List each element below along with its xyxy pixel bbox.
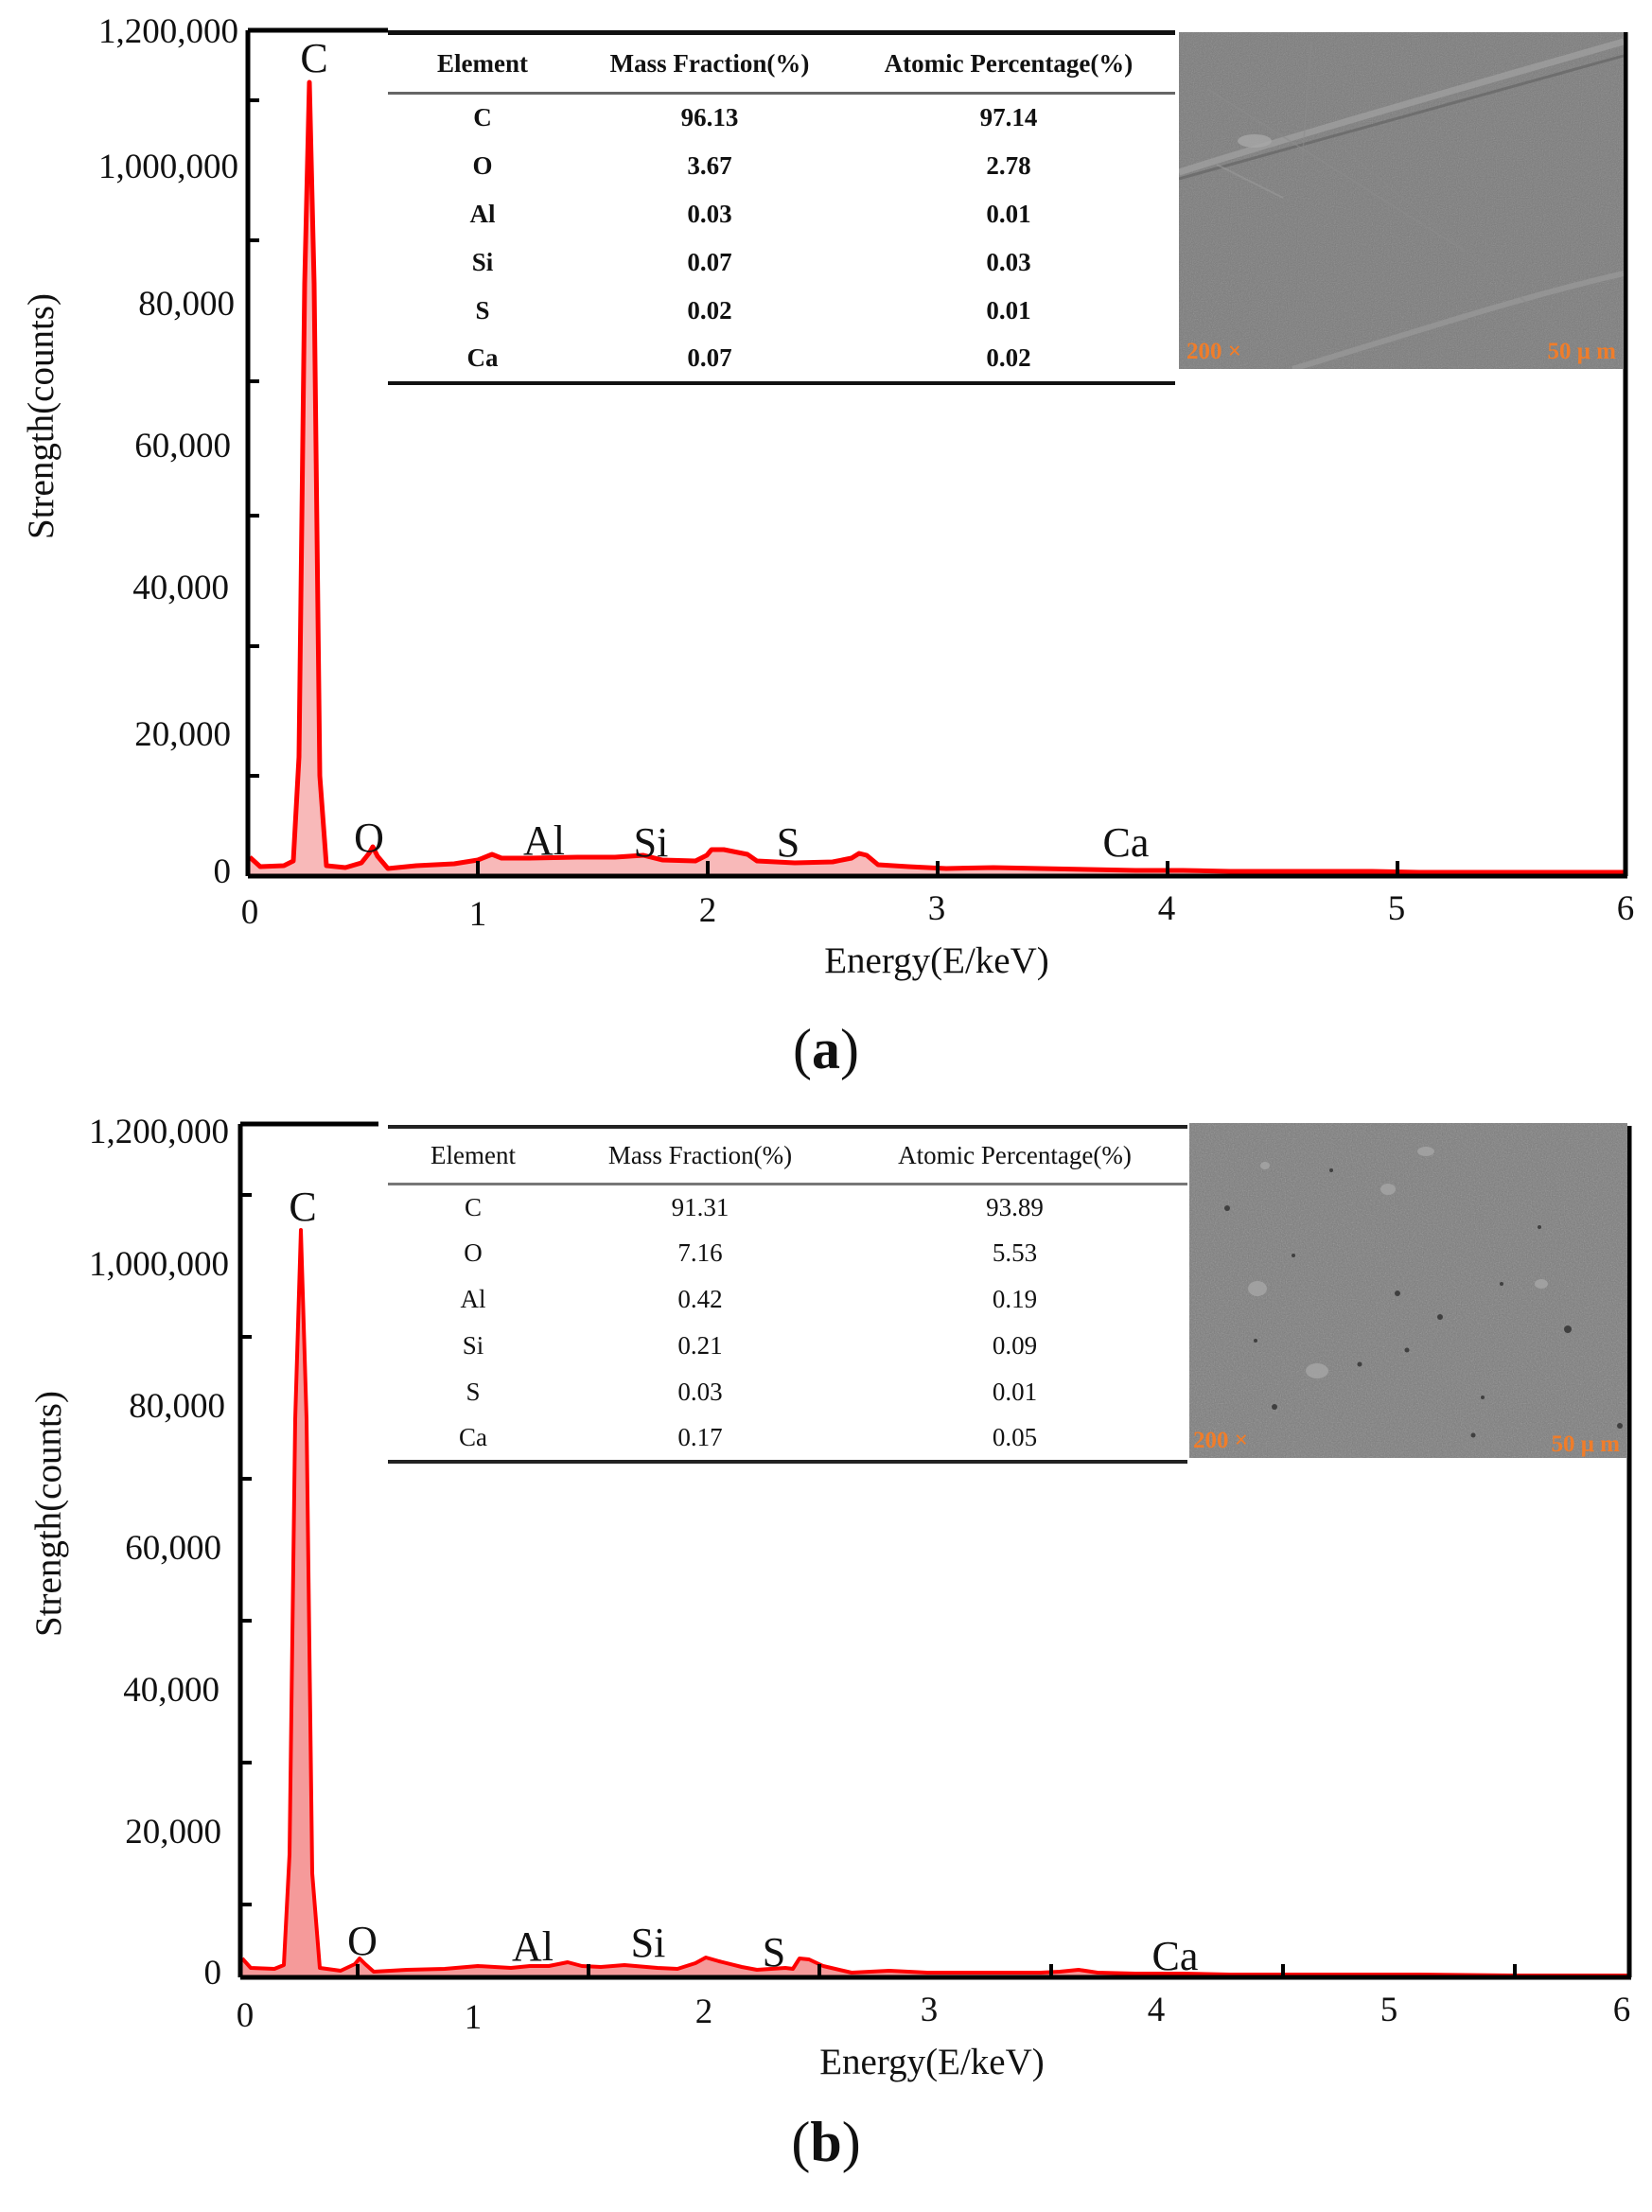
panel-b	[0, 1097, 1652, 2212]
x-label-2: 2	[694, 1993, 713, 2031]
cell-atomic: 0.09	[992, 1331, 1038, 1360]
cell-element: Al	[469, 199, 496, 228]
cell-mass: 0.21	[677, 1331, 723, 1360]
cell-mass: 0.07	[687, 342, 732, 372]
table-row	[388, 335, 1175, 383]
peak-label-al: Al	[512, 1923, 554, 1970]
composition-table-a	[388, 30, 1175, 385]
table-header-mass-fraction: Mass Fraction(%)	[609, 48, 810, 78]
cell-mass: 0.03	[677, 1378, 723, 1406]
sem-image-b	[1189, 1123, 1627, 1458]
peak-label-c: C	[300, 35, 328, 81]
y-axis-title-b: Strength(counts)	[28, 1391, 69, 1637]
peak-label-si: Si	[630, 1920, 666, 1966]
x-label-5: 5	[1387, 889, 1406, 928]
cell-element: Al	[460, 1285, 486, 1313]
cell-atomic: 5.53	[992, 1238, 1038, 1267]
x-label-0: 0	[236, 1996, 255, 2035]
cell-atomic: 0.02	[986, 342, 1031, 372]
y-label-1200000: 1,200,000	[98, 12, 238, 51]
cell-element: C	[464, 1192, 482, 1221]
table-row	[388, 1415, 1187, 1462]
x-label-6: 6	[1616, 889, 1635, 928]
y-label-20000: 20,000	[125, 1813, 221, 1852]
cell-atomic: 0.05	[992, 1423, 1038, 1451]
cell-atomic: 97.14	[979, 103, 1038, 132]
caption-b: (b)	[791, 2111, 861, 2173]
x-label-6: 6	[1612, 1991, 1631, 2029]
table-row	[388, 94, 1175, 142]
y-label-1000000: 1,000,000	[89, 1245, 229, 1284]
cell-atomic: 0.19	[992, 1285, 1038, 1313]
cell-atomic: 0.01	[986, 199, 1031, 228]
table-header-element: Element	[431, 1140, 516, 1169]
cell-element: Si	[462, 1331, 484, 1360]
y-label-40000: 40,000	[132, 569, 229, 607]
cell-mass: 7.16	[677, 1238, 723, 1267]
cell-element: S	[466, 1378, 481, 1406]
x-label-4: 4	[1157, 889, 1176, 928]
cell-atomic: 0.01	[992, 1378, 1038, 1406]
cell-mass: 0.17	[677, 1423, 723, 1451]
cell-mass: 3.67	[687, 150, 732, 180]
composition-table-b	[388, 1125, 1187, 1464]
table-row	[388, 142, 1175, 190]
table-header-mass-fraction: Mass Fraction(%)	[607, 1140, 793, 1169]
peak-label-s: S	[762, 1929, 786, 1975]
peak-label-o: O	[354, 815, 384, 861]
y-label-60000: 60,000	[125, 1529, 221, 1568]
peak-label-o: O	[347, 1918, 378, 1964]
peak-label-si: Si	[633, 819, 669, 866]
x-label-4: 4	[1147, 1991, 1166, 2029]
table-row	[388, 287, 1175, 335]
y-label-80000: 80,000	[138, 285, 235, 324]
cell-element: Ca	[466, 342, 499, 372]
cell-mass: 0.03	[687, 199, 732, 228]
table-row	[388, 1230, 1187, 1276]
cell-element: Si	[471, 247, 494, 276]
y-label-60000: 60,000	[134, 427, 231, 465]
cell-element: S	[475, 295, 490, 325]
sem-magnification-a: 200 ×	[1186, 339, 1241, 364]
cell-mass: 0.02	[687, 295, 732, 325]
x-axis-title-a: Energy(E/keV)	[824, 940, 1049, 981]
y-label-1200000: 1,200,000	[89, 1113, 229, 1151]
cell-atomic: 0.03	[986, 247, 1031, 276]
y-axis-title-a: Strength(counts)	[21, 293, 62, 539]
caption-letter-b: b	[810, 2111, 842, 2173]
y-label-80000: 80,000	[129, 1387, 225, 1426]
y-label-0: 0	[203, 1954, 221, 1993]
sem-scale-bar-a: 50 μ m	[1547, 339, 1616, 364]
table-row	[388, 1184, 1187, 1230]
table-row	[388, 1276, 1187, 1323]
peak-label-ca: Ca	[1151, 1933, 1199, 1979]
table-row	[388, 238, 1175, 287]
peak-label-al: Al	[523, 817, 565, 864]
cell-mass: 91.31	[671, 1192, 729, 1221]
cell-mass: 0.42	[677, 1285, 723, 1313]
cell-mass: 96.13	[680, 103, 739, 132]
cell-atomic: 93.89	[986, 1192, 1044, 1221]
x-label-3: 3	[927, 889, 946, 928]
cell-atomic: 2.78	[986, 150, 1031, 180]
cell-atomic: 0.01	[986, 295, 1031, 325]
sem-image-a	[1179, 32, 1624, 369]
x-label-5: 5	[1380, 1991, 1398, 2029]
x-label-2: 2	[698, 891, 717, 930]
cell-element: O	[464, 1238, 483, 1267]
x-label-1: 1	[468, 895, 487, 934]
cell-mass: 0.07	[687, 247, 732, 276]
caption-letter-a: a	[812, 1018, 840, 1080]
peak-label-s: S	[776, 819, 800, 866]
x-axis-title-b: Energy(E/keV)	[819, 2042, 1045, 2082]
sem-magnification-b: 200 ×	[1193, 1428, 1248, 1453]
y-label-20000: 20,000	[134, 715, 231, 754]
table-header-atomic-percentage: Atomic Percentage(%)	[898, 1140, 1132, 1169]
table-row	[388, 190, 1175, 238]
x-label-3: 3	[920, 1991, 939, 2029]
y-label-40000: 40,000	[123, 1671, 220, 1710]
cell-element: Ca	[459, 1423, 487, 1451]
y-label-1000000: 1,000,000	[98, 148, 238, 186]
peak-label-ca: Ca	[1102, 819, 1150, 866]
table-header-element: Element	[437, 48, 528, 78]
x-label-1: 1	[464, 1998, 483, 2037]
y-label-0: 0	[213, 852, 231, 891]
x-label-0: 0	[240, 893, 259, 932]
table-row	[388, 1369, 1187, 1415]
cell-element: O	[472, 150, 493, 180]
cell-element: C	[473, 103, 492, 132]
table-header-atomic-percentage: Atomic Percentage(%)	[884, 48, 1134, 78]
table-row	[388, 1323, 1187, 1369]
sem-scale-bar-b: 50 μ m	[1551, 1431, 1620, 1457]
peak-label-c: C	[289, 1184, 317, 1230]
caption-a: (a)	[793, 1018, 859, 1080]
